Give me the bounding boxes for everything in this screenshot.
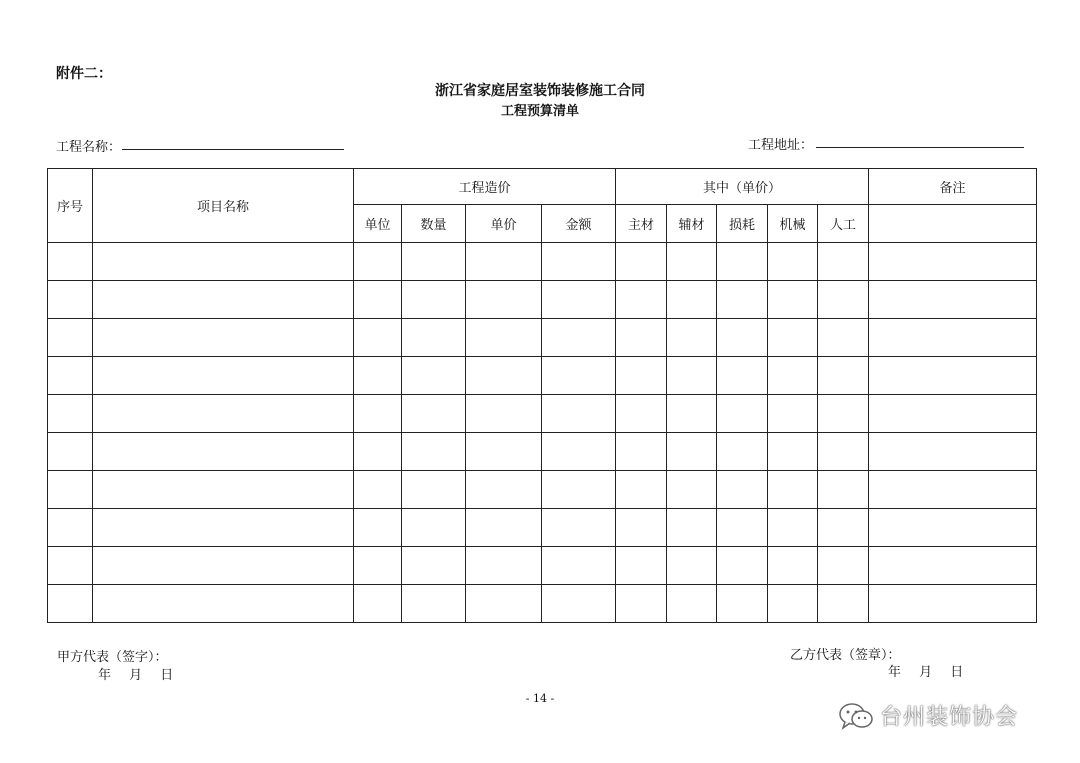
party-b-signature-label: 乙方代表（签章）：	[790, 648, 901, 663]
project-name-field[interactable]	[122, 149, 344, 150]
table-cell[interactable]	[717, 357, 768, 395]
col-header-main-material: 主材	[616, 205, 667, 243]
table-cell[interactable]	[667, 395, 717, 433]
table-cell[interactable]	[869, 471, 1037, 509]
watermark	[838, 700, 1018, 731]
table-cell[interactable]	[466, 509, 542, 547]
table-cell[interactable]	[717, 585, 768, 623]
table-cell[interactable]	[667, 243, 717, 281]
table-cell[interactable]	[354, 357, 402, 395]
table-cell[interactable]	[48, 509, 93, 547]
table-cell[interactable]	[616, 395, 667, 433]
table-cell[interactable]	[48, 585, 93, 623]
table-cell[interactable]	[667, 319, 717, 357]
table-cell[interactable]	[768, 433, 818, 471]
watermark-text: 台州装饰协会	[880, 705, 1019, 730]
table-cell[interactable]	[818, 547, 869, 585]
table-cell[interactable]	[818, 509, 869, 547]
col-header-remark: 备注	[869, 169, 1037, 205]
table-cell[interactable]	[402, 433, 466, 471]
table-cell[interactable]	[48, 471, 93, 509]
table-cell[interactable]	[402, 585, 466, 623]
table-cell[interactable]	[542, 547, 616, 585]
col-header-labor: 人工	[818, 205, 869, 243]
project-name-label: 工程名称：	[56, 140, 122, 155]
table-cell[interactable]	[768, 547, 818, 585]
table-cell[interactable]	[93, 357, 354, 395]
table-cell[interactable]	[354, 471, 402, 509]
col-header-item: 项目名称	[93, 169, 354, 243]
table-cell[interactable]	[48, 395, 93, 433]
table-cell[interactable]	[869, 585, 1037, 623]
table-cell[interactable]	[616, 471, 667, 509]
table-row	[48, 281, 1037, 319]
table-row	[48, 471, 1037, 509]
table-cell[interactable]	[616, 357, 667, 395]
table-row	[48, 433, 1037, 471]
table-row	[48, 357, 1037, 395]
table-cell[interactable]	[402, 509, 466, 547]
table-cell[interactable]	[48, 433, 93, 471]
table-cell[interactable]	[818, 319, 869, 357]
table-cell[interactable]	[48, 319, 93, 357]
table-cell[interactable]	[768, 471, 818, 509]
table-cell[interactable]	[818, 357, 869, 395]
table-cell[interactable]	[402, 281, 466, 319]
table-row	[48, 547, 1037, 585]
table-cell[interactable]	[818, 281, 869, 319]
table-cell[interactable]	[466, 395, 542, 433]
table-cell[interactable]	[818, 471, 869, 509]
group-header-cost: 工程造价	[354, 169, 616, 205]
table-cell[interactable]	[768, 585, 818, 623]
col-header-machinery: 机械	[768, 205, 818, 243]
table-cell[interactable]	[354, 547, 402, 585]
table-cell[interactable]	[616, 281, 667, 319]
table-cell[interactable]	[818, 433, 869, 471]
col-header-loss: 损耗	[717, 205, 768, 243]
table-cell[interactable]	[717, 395, 768, 433]
table-cell[interactable]	[466, 281, 542, 319]
table-cell[interactable]	[869, 395, 1037, 433]
table-cell[interactable]	[466, 433, 542, 471]
table-cell[interactable]	[402, 547, 466, 585]
table-cell[interactable]	[93, 471, 354, 509]
table-cell[interactable]	[667, 357, 717, 395]
table-cell[interactable]	[768, 395, 818, 433]
table-row	[48, 243, 1037, 281]
table-cell[interactable]	[717, 509, 768, 547]
party-a-date: 年 月 日	[98, 668, 174, 683]
table-cell[interactable]	[667, 433, 717, 471]
table-cell[interactable]	[667, 547, 717, 585]
col-header-amount: 金额	[542, 205, 616, 243]
table-cell[interactable]	[616, 585, 667, 623]
col-header-unit-price: 单价	[466, 205, 542, 243]
project-address-label: 工程地址：	[748, 138, 814, 153]
table-cell[interactable]	[717, 547, 768, 585]
party-a-signature-label: 甲方代表（签字）：	[57, 650, 168, 665]
table-cell[interactable]	[93, 547, 354, 585]
table-cell[interactable]	[466, 319, 542, 357]
table-cell[interactable]	[354, 509, 402, 547]
table-cell[interactable]	[93, 585, 354, 623]
col-header-quantity: 数量	[402, 205, 466, 243]
table-row	[48, 319, 1037, 357]
table-cell[interactable]	[869, 319, 1037, 357]
table-row	[48, 585, 1037, 623]
table-cell[interactable]	[667, 509, 717, 547]
table-cell[interactable]	[717, 281, 768, 319]
table-cell[interactable]	[542, 395, 616, 433]
table-cell[interactable]	[542, 357, 616, 395]
table-cell[interactable]	[616, 319, 667, 357]
table-cell[interactable]	[717, 433, 768, 471]
table-cell[interactable]	[93, 281, 354, 319]
table-cell[interactable]	[93, 509, 354, 547]
document-title: 浙江省家庭居室装饰装修施工合同	[435, 83, 645, 99]
table-cell[interactable]	[93, 433, 354, 471]
table-cell[interactable]	[542, 509, 616, 547]
table-cell[interactable]	[869, 357, 1037, 395]
col-header-aux-material: 辅材	[667, 205, 717, 243]
table-cell[interactable]	[818, 243, 869, 281]
table-cell[interactable]	[354, 243, 402, 281]
col-header-unit: 单位	[354, 205, 402, 243]
table-cell[interactable]	[667, 471, 717, 509]
table-cell[interactable]	[466, 243, 542, 281]
table-cell[interactable]	[717, 243, 768, 281]
table-cell[interactable]	[768, 281, 818, 319]
table-body	[48, 243, 1037, 623]
table-cell[interactable]	[402, 395, 466, 433]
table-cell[interactable]	[717, 471, 768, 509]
party-b-date: 年 月 日	[888, 665, 964, 680]
table-cell[interactable]	[354, 433, 402, 471]
table-cell[interactable]	[768, 509, 818, 547]
table-cell[interactable]	[869, 509, 1037, 547]
table-cell[interactable]	[667, 281, 717, 319]
project-address-field[interactable]	[816, 147, 1024, 148]
table-cell[interactable]	[354, 319, 402, 357]
table-cell[interactable]	[466, 585, 542, 623]
table-cell[interactable]	[48, 547, 93, 585]
table-cell[interactable]	[869, 243, 1037, 281]
table-cell[interactable]	[402, 243, 466, 281]
table-cell[interactable]	[93, 319, 354, 357]
table-cell[interactable]	[48, 281, 93, 319]
table-row	[48, 395, 1037, 433]
group-header-unit-price: 其中（单价）	[616, 169, 869, 205]
table-cell[interactable]	[354, 395, 402, 433]
col-header-remark-sub	[869, 205, 1037, 243]
table-cell[interactable]	[354, 585, 402, 623]
table-cell[interactable]	[768, 357, 818, 395]
table-cell[interactable]	[93, 395, 354, 433]
table-cell[interactable]	[717, 319, 768, 357]
table-cell[interactable]	[354, 281, 402, 319]
header-row-1	[48, 169, 1037, 205]
table-cell[interactable]	[667, 585, 717, 623]
table-cell[interactable]	[542, 585, 616, 623]
table-cell[interactable]	[542, 243, 616, 281]
attachment-label: 附件二：	[56, 66, 112, 82]
table-cell[interactable]	[869, 281, 1037, 319]
table-cell[interactable]	[542, 319, 616, 357]
table-cell[interactable]	[869, 433, 1037, 471]
table-cell[interactable]	[869, 547, 1037, 585]
table-cell[interactable]	[402, 357, 466, 395]
table-cell[interactable]	[402, 319, 466, 357]
table-cell[interactable]	[768, 243, 818, 281]
table-cell[interactable]	[466, 547, 542, 585]
table-cell[interactable]	[616, 243, 667, 281]
page-number: - 14 -	[525, 692, 555, 705]
table-cell[interactable]	[768, 319, 818, 357]
table-row	[48, 509, 1037, 547]
table-cell[interactable]	[402, 471, 466, 509]
table-cell[interactable]	[542, 281, 616, 319]
table-cell[interactable]	[542, 433, 616, 471]
table-cell[interactable]	[48, 243, 93, 281]
budget-table	[47, 168, 1037, 623]
table-cell[interactable]	[818, 395, 869, 433]
table-cell[interactable]	[48, 357, 93, 395]
table-cell[interactable]	[616, 433, 667, 471]
table-cell[interactable]	[818, 585, 869, 623]
wechat-icon	[838, 701, 874, 731]
table-cell[interactable]	[616, 509, 667, 547]
table-cell[interactable]	[466, 357, 542, 395]
document-subtitle: 工程预算清单	[500, 104, 579, 119]
col-header-index: 序号	[48, 169, 93, 243]
table-cell[interactable]	[542, 471, 616, 509]
table-cell[interactable]	[616, 547, 667, 585]
table-cell[interactable]	[93, 243, 354, 281]
table-cell[interactable]	[466, 471, 542, 509]
